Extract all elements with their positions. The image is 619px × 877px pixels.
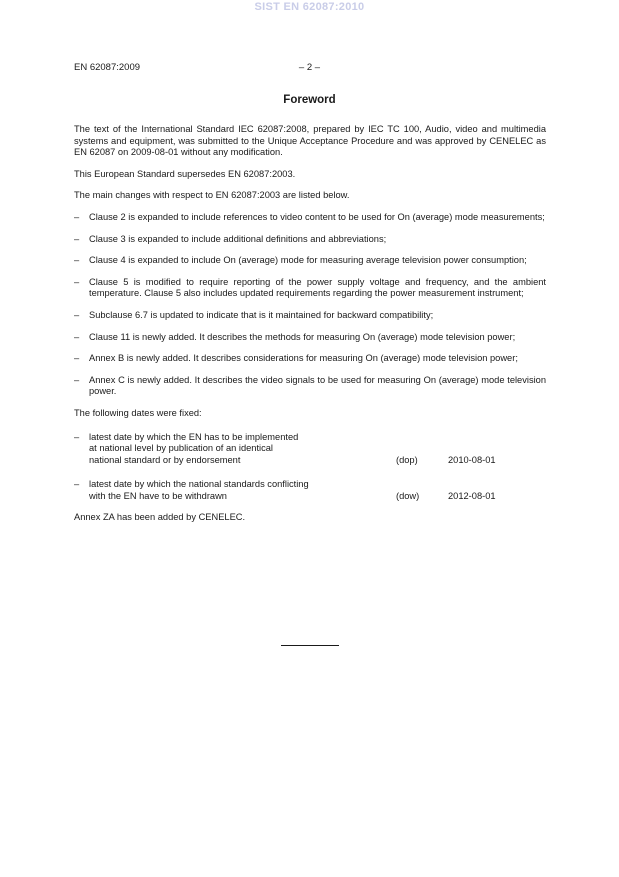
dates-intro: The following dates were fixed: [74,407,202,418]
dash-bullet: – [74,374,80,385]
dash-bullet: – [74,211,80,222]
list-item [74,310,546,322]
doc-id: EN 62087:2009 [74,62,141,73]
list-item [74,255,546,267]
date-desc-line: at national level by publication of an identical [89,443,273,454]
date-code: (dop) [396,454,418,465]
change-text: Clause 5 is modified to require reporting of the power supply voltage and frequency, and the ambient temperature. Clause 5 also includes updated requirements regarding the power measurement instrument; [89,276,546,299]
dash-bullet: – [74,431,80,442]
change-text: Clause 3 is expanded to include additional definitions and abbreviations; [89,233,387,244]
dash-bullet: – [74,233,80,244]
page-number: – 2 – [298,62,321,73]
date-code: (dow) [396,490,420,501]
intro-paragraph: The text of the International Standard IEC 62087:2008, prepared by IEC TC 100, Audio, video and multimedia systems and equipment, was submitted to the Unique Acceptance Procedure and was approved by CENELEC as EN 62087 on 2009-08-01 without any modification. [74,124,546,158]
change-text: Clause 4 is expanded to include On (average) mode for measuring average television power consumption; [89,255,527,266]
date-item-dow [74,479,546,502]
annex-note: Annex ZA has been added by CENELEC. [74,512,246,523]
dash-bullet: – [74,255,80,266]
date-desc-line: latest date by which the EN has to be implemented [89,431,299,442]
date-desc-line: latest date by which the national standards conflicting [89,479,309,490]
list-item [74,353,546,365]
changes-list [74,212,546,398]
dates-list [74,432,546,503]
change-text: Annex C is newly added. It describes the video signals to be used for measuring On (average) mode television power. [89,374,546,397]
list-item [74,375,546,398]
dash-bullet: – [74,309,80,320]
list-item [74,332,546,344]
dash-bullet: – [74,353,80,364]
end-rule [281,645,339,646]
dash-bullet: – [74,331,80,342]
change-text: Clause 11 is newly added. It describes the methods for measuring On (average) mode television power; [89,331,516,342]
dash-bullet: – [74,479,80,490]
list-item [74,212,546,224]
list-item [74,234,546,246]
watermark: SIST EN 62087:2010 [254,1,365,13]
date-item-dop [74,432,546,467]
changes-intro: The main changes with respect to EN 62087:2003 are listed below. [74,190,350,201]
dash-bullet: – [74,276,80,287]
date-value: 2012-08-01 [448,490,496,501]
foreword-body [74,124,546,524]
page-title: Foreword [283,94,336,106]
date-desc-line: with the EN have to be withdrawn [89,490,227,501]
change-text: Annex B is newly added. It describes considerations for measuring On (average) mode television power; [89,353,518,364]
date-value: 2010-08-01 [448,454,496,465]
date-desc-line: national standard or by endorsement [89,454,241,465]
supersedes-paragraph: This European Standard supersedes EN 62087:2003. [74,168,296,179]
change-text: Clause 2 is expanded to include references to video content to be used for On (average) mode measurements; [89,211,545,222]
list-item [74,277,546,300]
change-text: Subclause 6.7 is updated to indicate that is it maintained for backward compatibility; [89,309,434,320]
